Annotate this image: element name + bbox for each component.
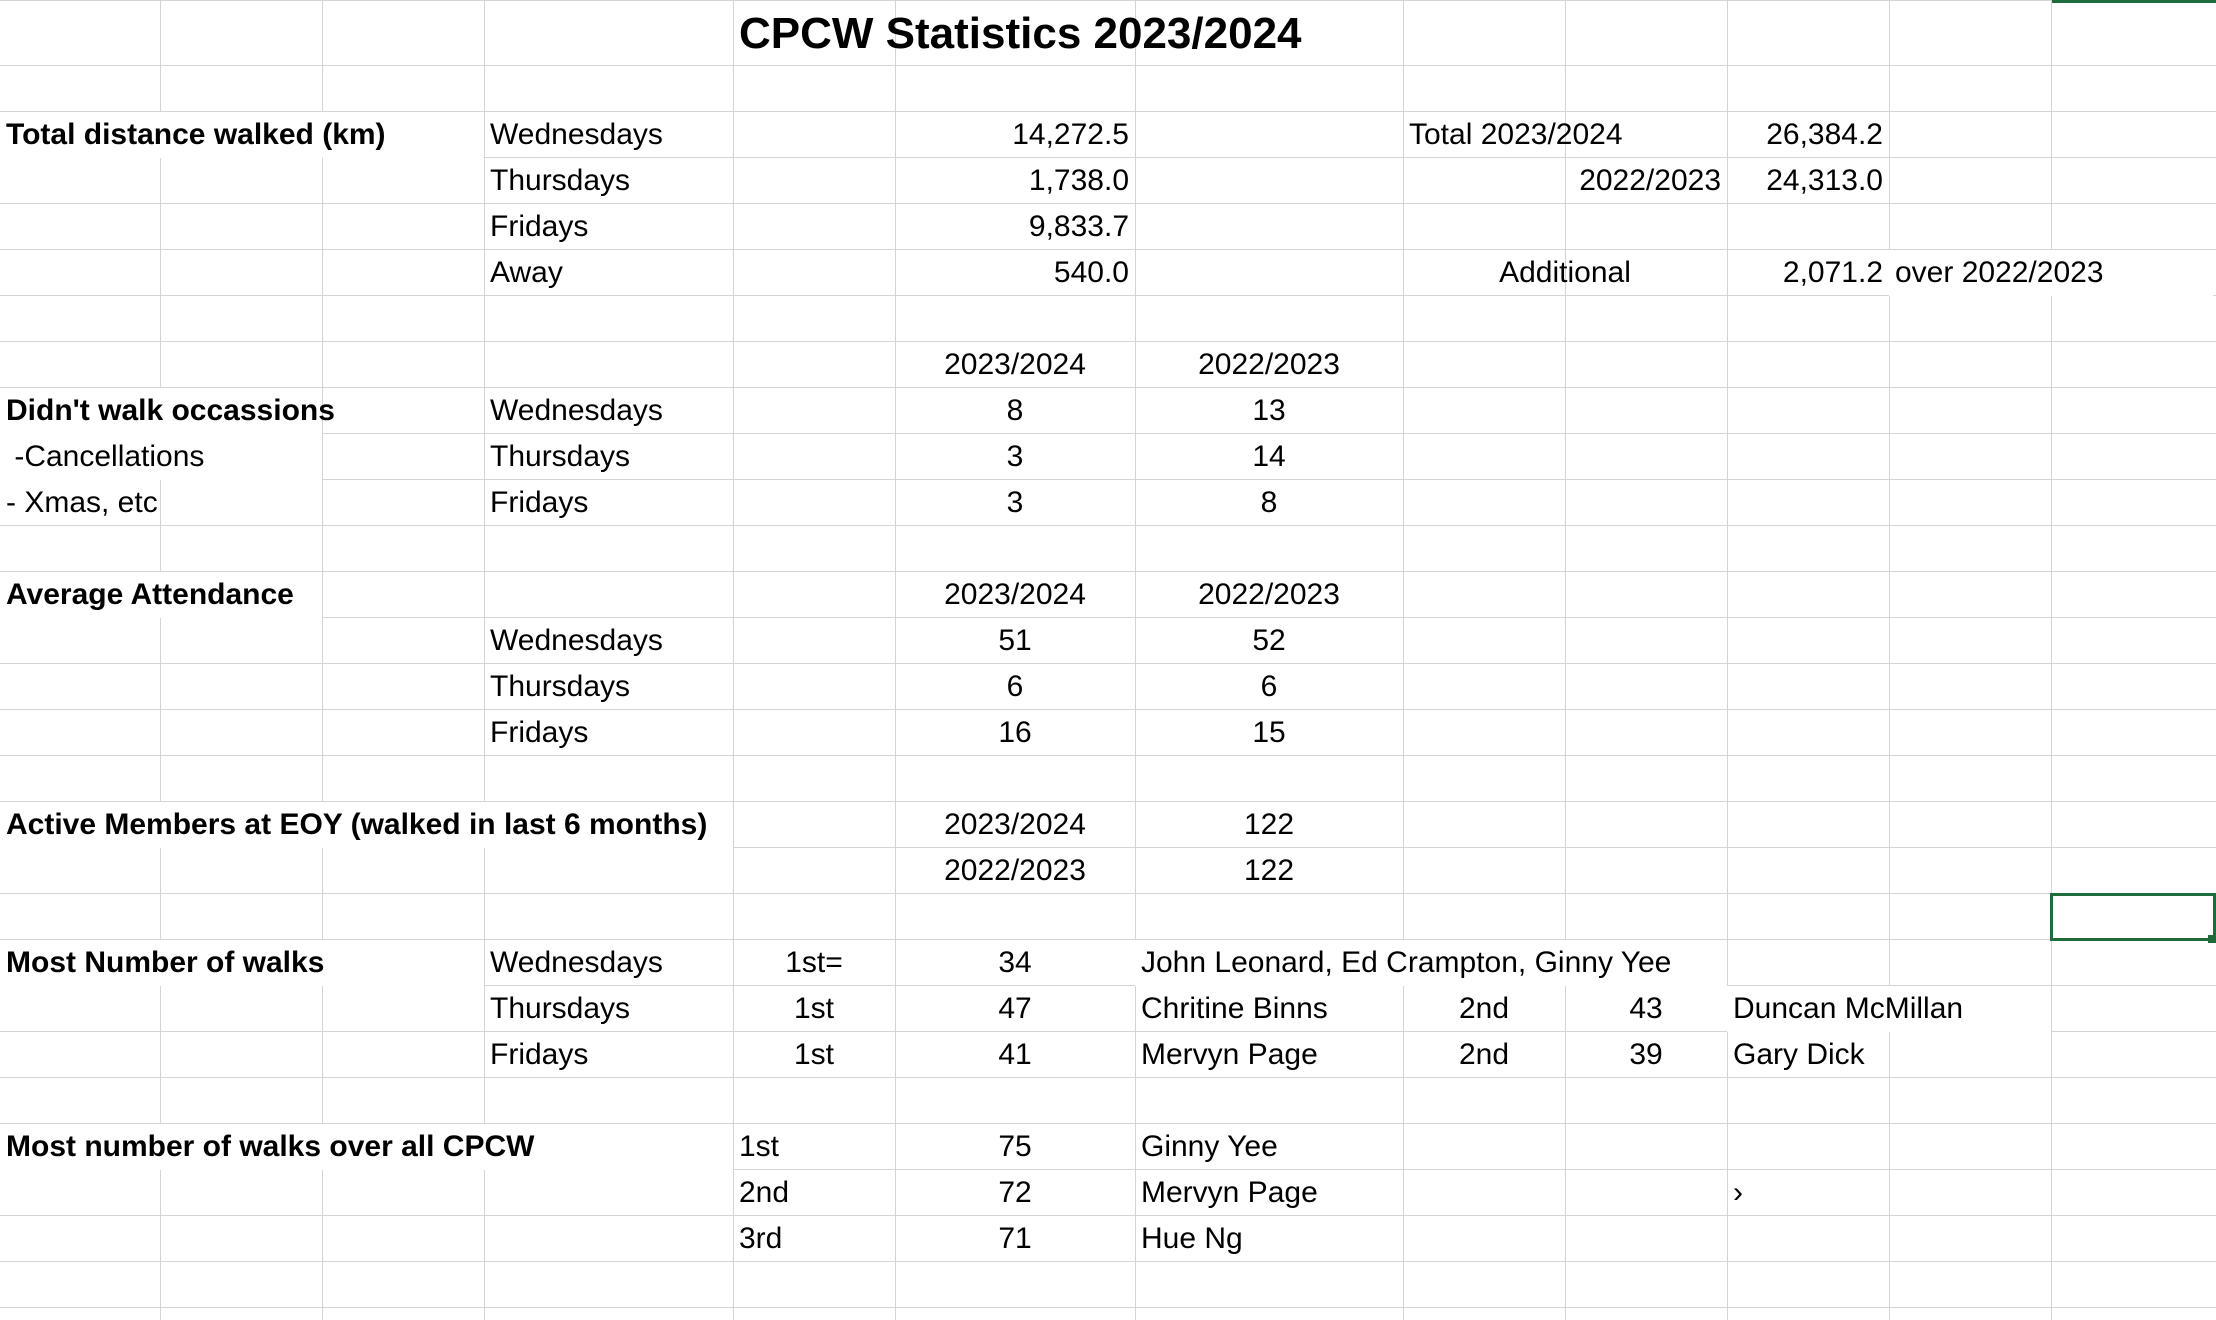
most-walks-count2-thu[interactable]: 43 — [1629, 992, 1663, 1025]
most-walks-rank-wed[interactable]: 1st= — [785, 946, 843, 979]
didnt-walk-v1-wed[interactable]: 8 — [1006, 394, 1024, 427]
most-walks-label[interactable]: Most Number of walks — [0, 940, 484, 986]
attendance-v1-thu[interactable]: 6 — [1006, 670, 1024, 703]
didnt-walk-v1-fri[interactable]: 3 — [1006, 486, 1024, 519]
most-walks-day-fri[interactable]: Fridays — [490, 1038, 589, 1071]
selected-cell[interactable] — [2050, 893, 2216, 941]
distance-label[interactable]: Total distance walked (km) — [0, 112, 484, 158]
attendance-day-wed[interactable]: Wednesdays — [490, 624, 663, 657]
distance-day-fri[interactable]: Fridays — [490, 210, 589, 243]
most-walks-count-fri[interactable]: 41 — [998, 1038, 1032, 1071]
attendance-col2-header[interactable]: 2022/2023 — [1198, 578, 1340, 611]
stray-mark-cell[interactable]: › — [1733, 1176, 1743, 1209]
didnt-walk-v2-wed[interactable]: 13 — [1252, 394, 1286, 427]
distance-value-thu[interactable]: 1,738.0 — [1028, 164, 1129, 197]
active-year-1[interactable]: 2023/2024 — [944, 808, 1086, 841]
overall-count-3[interactable]: 71 — [998, 1222, 1032, 1255]
most-walks-name2-thu[interactable]: Duncan McMillan — [1727, 986, 2051, 1032]
distance-day-away[interactable]: Away — [490, 256, 563, 289]
attendance-v2-thu[interactable]: 6 — [1260, 670, 1278, 703]
didnt-walk-col1-header[interactable]: 2023/2024 — [944, 348, 1086, 381]
didnt-walk-v2-fri[interactable]: 8 — [1260, 486, 1278, 519]
didnt-walk-day-thu[interactable]: Thursdays — [490, 440, 631, 473]
overall-rank-2[interactable]: 2nd — [739, 1176, 790, 1209]
didnt-walk-v1-thu[interactable]: 3 — [1006, 440, 1024, 473]
distance-additional-label[interactable]: Additional — [1499, 256, 1631, 289]
overall-label[interactable]: Most number of walks over all CPCW — [0, 1124, 733, 1170]
most-walks-rank2-fri[interactable]: 2nd — [1458, 1038, 1510, 1071]
distance-prev-label[interactable]: 2022/2023 — [1579, 164, 1721, 197]
most-walks-name-fri[interactable]: Mervyn Page — [1141, 1038, 1318, 1071]
most-walks-rank-fri[interactable]: 1st — [793, 1038, 835, 1071]
attendance-col1-header[interactable]: 2023/2024 — [944, 578, 1086, 611]
overall-name-2[interactable]: Mervyn Page — [1141, 1176, 1318, 1209]
distance-total-value[interactable]: 26,384.2 — [1766, 118, 1883, 151]
attendance-v1-wed[interactable]: 51 — [998, 624, 1032, 657]
overall-count-1[interactable]: 75 — [998, 1130, 1032, 1163]
grid-line — [2051, 0, 2052, 1320]
distance-prev-value[interactable]: 24,313.0 — [1766, 164, 1883, 197]
most-walks-rank-thu[interactable]: 1st — [793, 992, 835, 1025]
distance-value-away[interactable]: 540.0 — [1053, 256, 1129, 289]
didnt-walk-label[interactable]: Didn't walk occassions — [0, 388, 322, 434]
didnt-walk-day-fri[interactable]: Fridays — [490, 486, 589, 519]
overall-name-3[interactable]: Hue Ng — [1141, 1222, 1243, 1255]
most-walks-count-thu[interactable]: 47 — [998, 992, 1032, 1025]
didnt-walk-sub-cancellations[interactable]: -Cancellations — [0, 434, 322, 480]
didnt-walk-v2-thu[interactable]: 14 — [1252, 440, 1286, 473]
active-value-1[interactable]: 122 — [1243, 808, 1295, 841]
attendance-v1-fri[interactable]: 16 — [998, 716, 1032, 749]
distance-value-fri[interactable]: 9,833.7 — [1028, 210, 1129, 243]
most-walks-rank2-thu[interactable]: 2nd — [1458, 992, 1510, 1025]
didnt-walk-sub-xmas[interactable]: - Xmas, etc — [6, 486, 158, 519]
overall-rank-1[interactable]: 1st — [739, 1130, 780, 1163]
active-members-label[interactable]: Active Members at EOY (walked in last 6 months) — [0, 802, 733, 848]
most-walks-day-thu[interactable]: Thursdays — [490, 992, 631, 1025]
didnt-walk-col2-header[interactable]: 2022/2023 — [1198, 348, 1340, 381]
distance-total-label[interactable]: Total 2023/2024 — [1409, 118, 1623, 151]
attendance-v2-wed[interactable]: 52 — [1252, 624, 1286, 657]
sheet-title[interactable]: CPCW Statistics 2023/2024 — [739, 9, 1302, 58]
distance-additional-value[interactable]: 2,071.2 — [1782, 256, 1883, 289]
column-selection-indicator — [2052, 0, 2216, 3]
grid-line — [1889, 0, 1890, 1320]
active-value-2[interactable]: 122 — [1243, 854, 1295, 887]
most-walks-count2-fri[interactable]: 39 — [1629, 1038, 1663, 1071]
distance-day-thu[interactable]: Thursdays — [490, 164, 631, 197]
grid-line — [733, 0, 734, 1320]
overall-count-2[interactable]: 72 — [998, 1176, 1032, 1209]
overall-name-1[interactable]: Ginny Yee — [1141, 1130, 1278, 1163]
active-year-2[interactable]: 2022/2023 — [944, 854, 1086, 887]
distance-value-wed[interactable]: 14,272.5 — [1012, 118, 1129, 151]
attendance-day-thu[interactable]: Thursdays — [490, 670, 631, 703]
fill-handle[interactable] — [2208, 935, 2216, 943]
attendance-v2-fri[interactable]: 15 — [1252, 716, 1286, 749]
distance-additional-note[interactable]: over 2022/2023 — [1889, 250, 2213, 296]
didnt-walk-day-wed[interactable]: Wednesdays — [490, 394, 663, 427]
overall-rank-3[interactable]: 3rd — [739, 1222, 783, 1255]
grid-line — [160, 0, 161, 1320]
most-walks-name-wed[interactable]: John Leonard, Ed Crampton, Ginny Yee — [1135, 940, 1727, 986]
attendance-label[interactable]: Average Attendance — [0, 572, 322, 618]
attendance-day-fri[interactable]: Fridays — [490, 716, 589, 749]
grid-line — [0, 1307, 2216, 1308]
distance-day-wed[interactable]: Wednesdays — [490, 118, 663, 151]
most-walks-day-wed[interactable]: Wednesdays — [490, 946, 663, 979]
most-walks-name2-fri[interactable]: Gary Dick — [1733, 1038, 1865, 1071]
most-walks-name-thu[interactable]: Chritine Binns — [1141, 992, 1328, 1025]
grid-line — [322, 0, 323, 1320]
most-walks-count-wed[interactable]: 34 — [998, 946, 1032, 979]
